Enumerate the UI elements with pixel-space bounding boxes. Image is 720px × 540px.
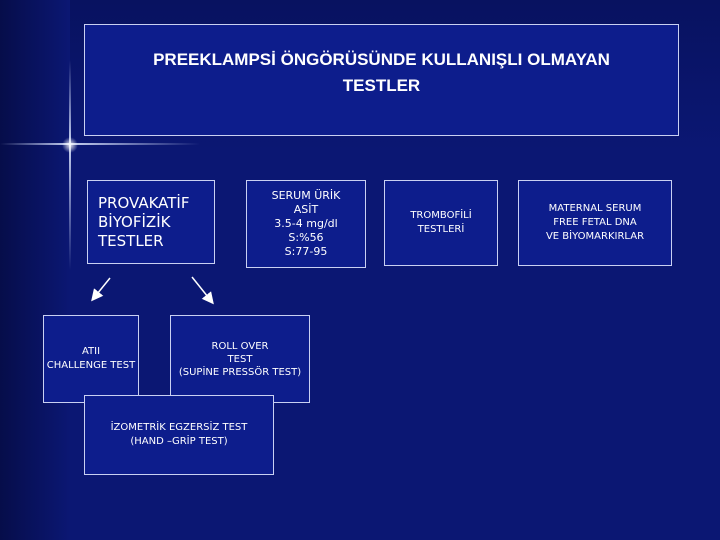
serum-urik-asit-box: SERUM ÜRİK ASİT 3.5-4 mg/dl S:%56 S:77-95 <box>246 180 366 268</box>
maternal-serum-box: MATERNAL SERUM FREE FETAL DNA VE BİYOMARKIRLAR <box>518 180 672 266</box>
trombofili-box: TROMBOFİLİ TESTLERİ <box>384 180 498 266</box>
izometrik-egzersiz-box: İZOMETRİK EGZERSİZ TEST (HAND –GRİP TEST) <box>84 395 274 475</box>
arrow-to-atii <box>93 278 110 299</box>
atii-challenge-box: ATII CHALLENGE TEST <box>43 315 139 403</box>
arrow-to-roll-over <box>192 277 212 302</box>
provakatif-biyofizik-box: PROVAKATİF BİYOFİZİK TESTLER <box>87 180 215 264</box>
slide-title: PREEKLAMPSİ ÖNGÖRÜSÜNDE KULLANIŞLI OLMAYAN TESTLER <box>84 24 679 136</box>
roll-over-test-box: ROLL OVER TEST (SUPİNE PRESSÖR TEST) <box>170 315 310 403</box>
